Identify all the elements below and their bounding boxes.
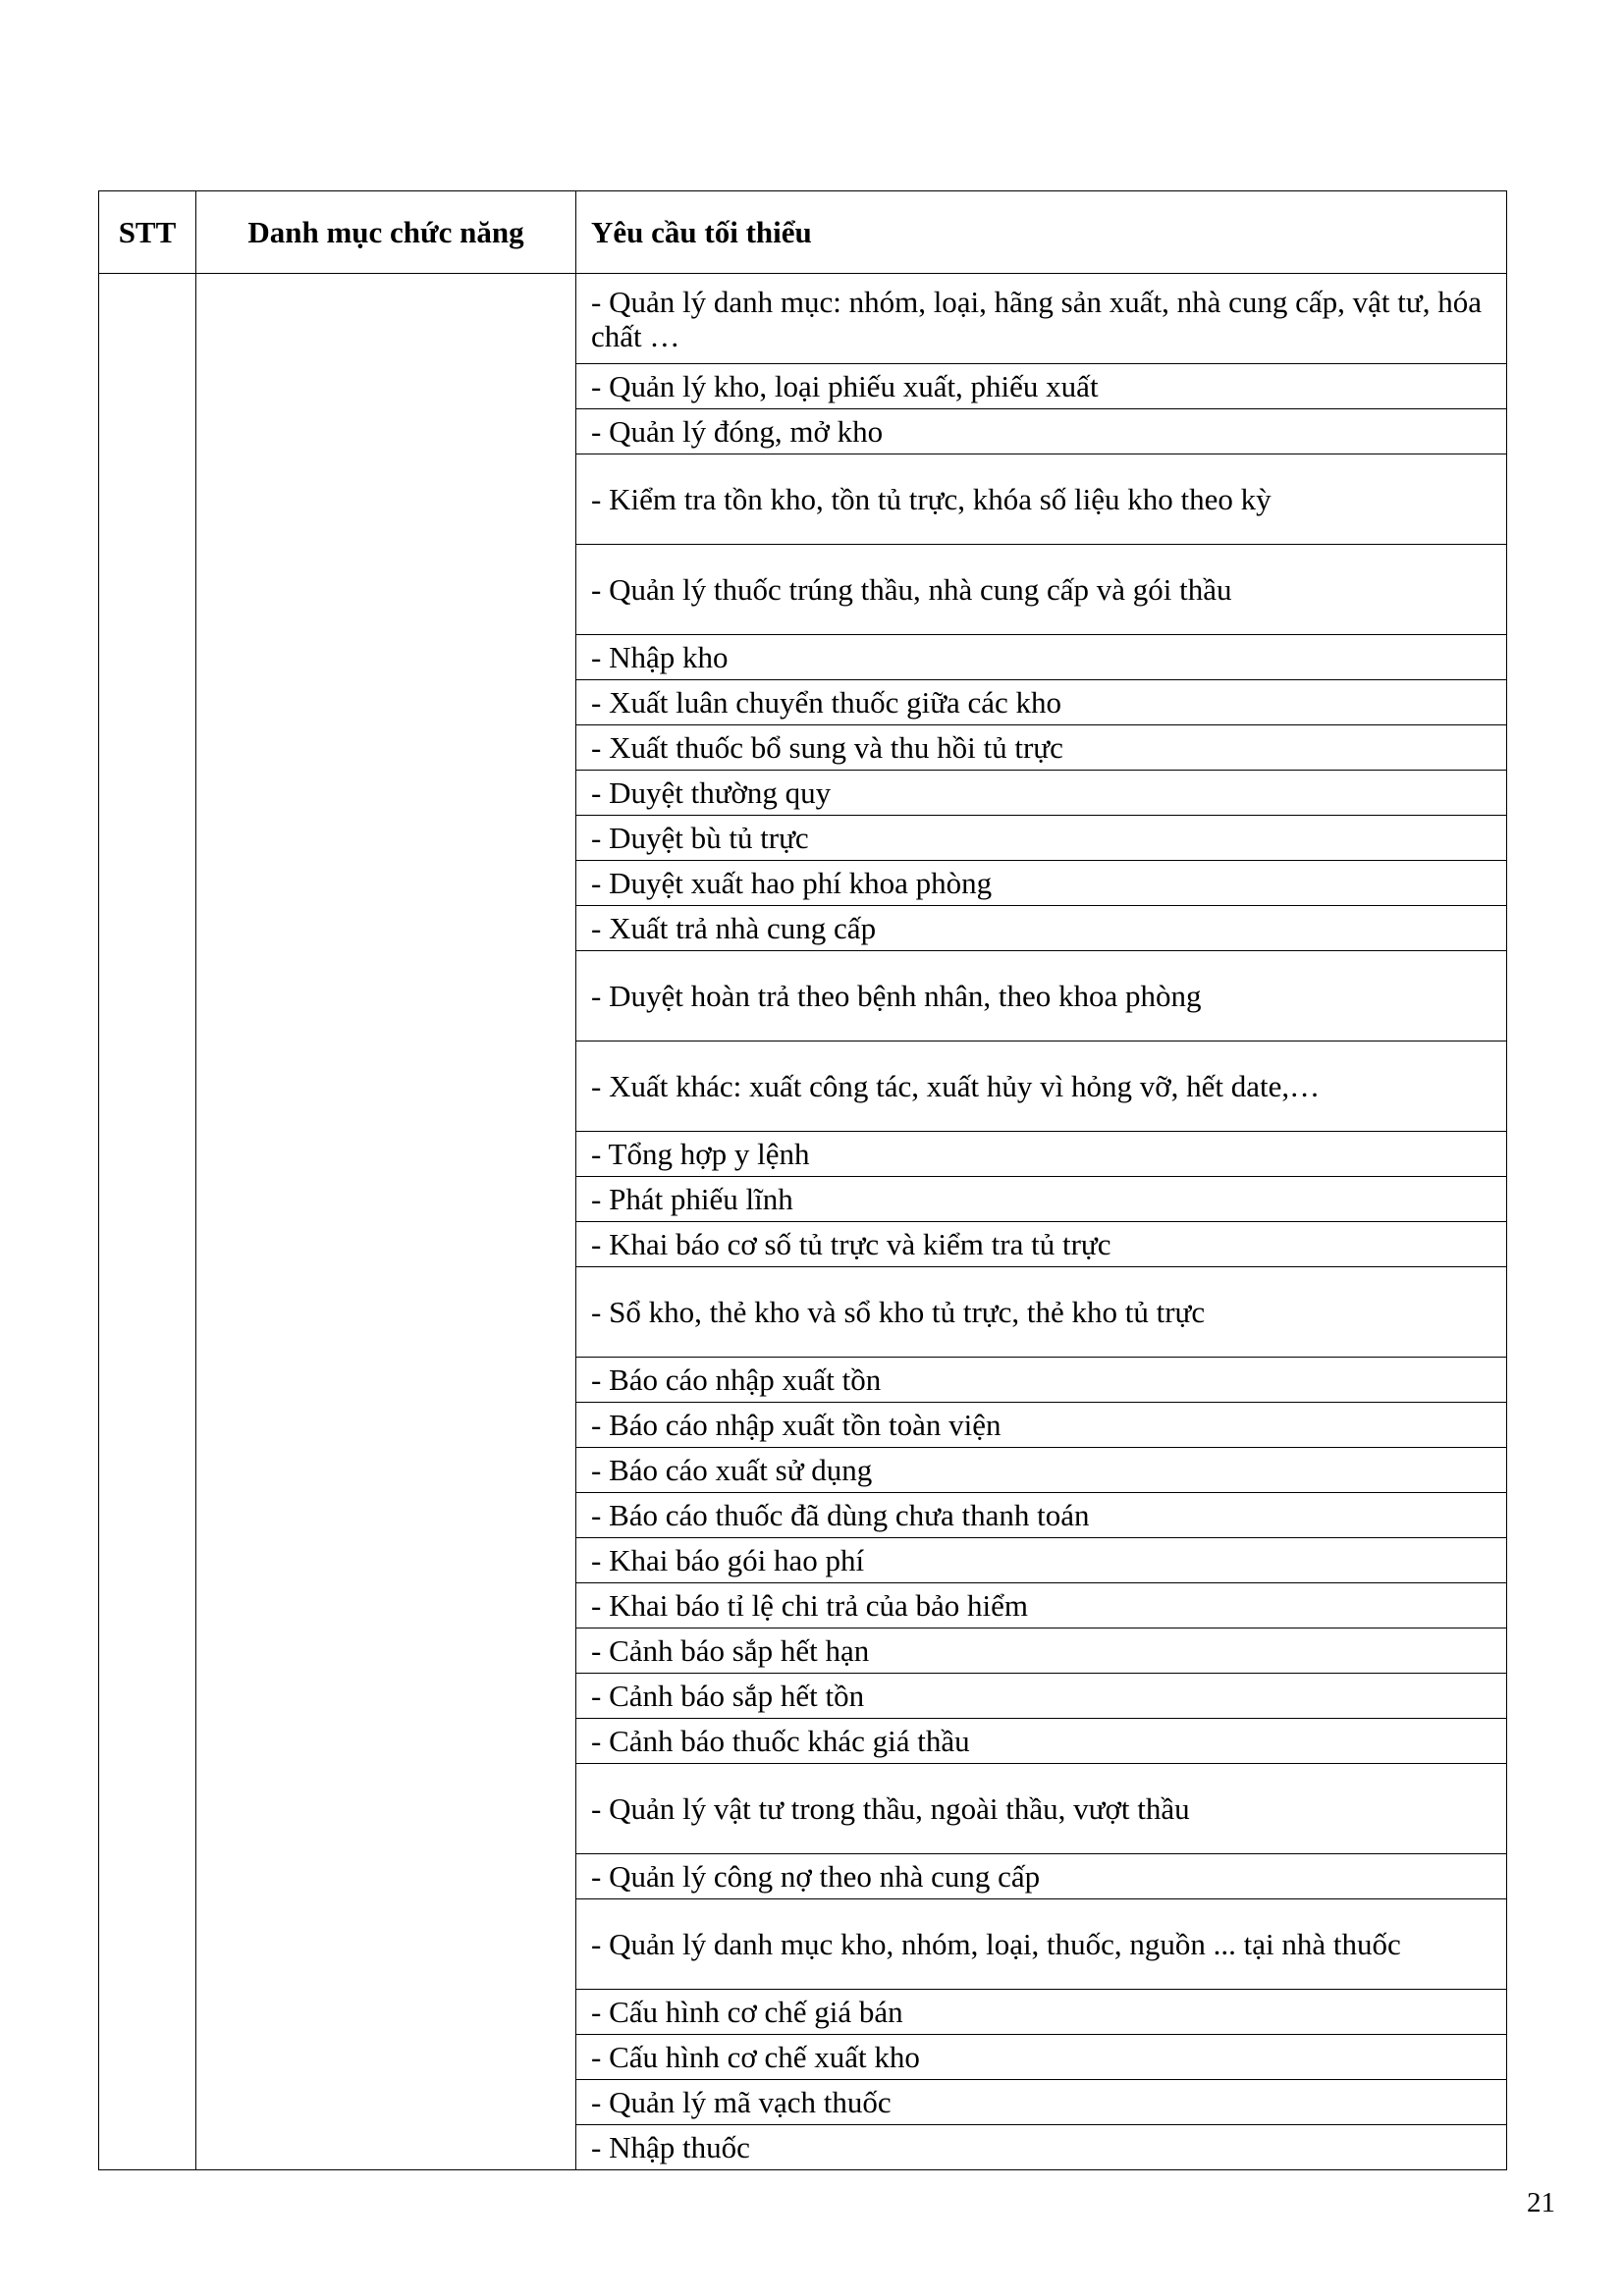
requirements-table	[98, 190, 1507, 2170]
requirement-cell: - Phát phiếu lĩnh	[576, 1177, 1507, 1222]
requirement-cell: - Khai báo gói hao phí	[576, 1538, 1507, 1583]
requirement-cell: - Nhập thuốc	[576, 2125, 1507, 2170]
requirement-cell: - Duyệt xuất hao phí khoa phòng	[576, 861, 1507, 906]
requirement-cell: - Cấu hình cơ chế giá bán	[576, 1990, 1507, 2035]
table-header-row	[99, 191, 1507, 274]
requirement-cell: - Quản lý mã vạch thuốc	[576, 2080, 1507, 2125]
table-row	[99, 274, 1507, 364]
requirement-cell: - Quản lý danh mục kho, nhóm, loại, thuốc, nguồn ... tại nhà thuốc	[576, 1899, 1507, 1990]
requirement-cell: - Quản lý vật tư trong thầu, ngoài thầu, vượt thầu	[576, 1764, 1507, 1854]
requirement-cell: - Báo cáo thuốc đã dùng chưa thanh toán	[576, 1493, 1507, 1538]
requirement-cell: - Nhập kho	[576, 635, 1507, 680]
requirement-cell: - Sổ kho, thẻ kho và sổ kho tủ trực, thẻ kho tủ trực	[576, 1267, 1507, 1358]
requirement-cell: - Duyệt hoàn trả theo bệnh nhân, theo khoa phòng	[576, 951, 1507, 1041]
requirement-cell: - Cảnh báo thuốc khác giá thầu	[576, 1719, 1507, 1764]
requirement-cell: - Kiểm tra tồn kho, tồn tủ trực, khóa số liệu kho theo kỳ	[576, 454, 1507, 545]
requirement-cell: - Xuất trả nhà cung cấp	[576, 906, 1507, 951]
requirement-cell: - Xuất thuốc bổ sung và thu hồi tủ trực	[576, 725, 1507, 771]
requirement-cell: - Quản lý danh mục: nhóm, loại, hãng sản xuất, nhà cung cấp, vật tư, hóa chất …	[576, 274, 1507, 364]
header-stt: STT	[99, 191, 196, 274]
requirement-cell: - Cảnh báo sắp hết hạn	[576, 1629, 1507, 1674]
header-requirement: Yêu cầu tối thiểu	[576, 191, 1507, 274]
requirement-cell: - Quản lý công nợ theo nhà cung cấp	[576, 1854, 1507, 1899]
requirement-cell: - Báo cáo nhập xuất tồn toàn viện	[576, 1403, 1507, 1448]
requirement-cell: - Duyệt thường quy	[576, 771, 1507, 816]
requirement-cell: - Tổng hợp y lệnh	[576, 1132, 1507, 1177]
requirement-cell: - Khai báo tỉ lệ chi trả của bảo hiểm	[576, 1583, 1507, 1629]
requirement-cell: - Cảnh báo sắp hết tồn	[576, 1674, 1507, 1719]
table-body	[99, 274, 1507, 2170]
header-category: Danh mục chức năng	[196, 191, 576, 274]
requirement-cell: - Duyệt bù tủ trực	[576, 816, 1507, 861]
requirement-cell: - Quản lý đóng, mở kho	[576, 409, 1507, 454]
requirement-cell: - Khai báo cơ số tủ trực và kiểm tra tủ trực	[576, 1222, 1507, 1267]
requirement-cell: - Cấu hình cơ chế xuất kho	[576, 2035, 1507, 2080]
requirement-cell: - Xuất khác: xuất công tác, xuất hủy vì hỏng vỡ, hết date,…	[576, 1041, 1507, 1132]
page-number: 21	[1527, 2187, 1555, 2218]
requirement-cell: - Xuất luân chuyển thuốc giữa các kho	[576, 680, 1507, 725]
category-cell	[196, 274, 576, 2170]
requirement-cell: - Báo cáo nhập xuất tồn	[576, 1358, 1507, 1403]
stt-cell	[99, 274, 196, 2170]
requirement-cell: - Quản lý thuốc trúng thầu, nhà cung cấp và gói thầu	[576, 545, 1507, 635]
requirement-cell: - Báo cáo xuất sử dụng	[576, 1448, 1507, 1493]
requirement-cell: - Quản lý kho, loại phiếu xuất, phiếu xuất	[576, 364, 1507, 409]
